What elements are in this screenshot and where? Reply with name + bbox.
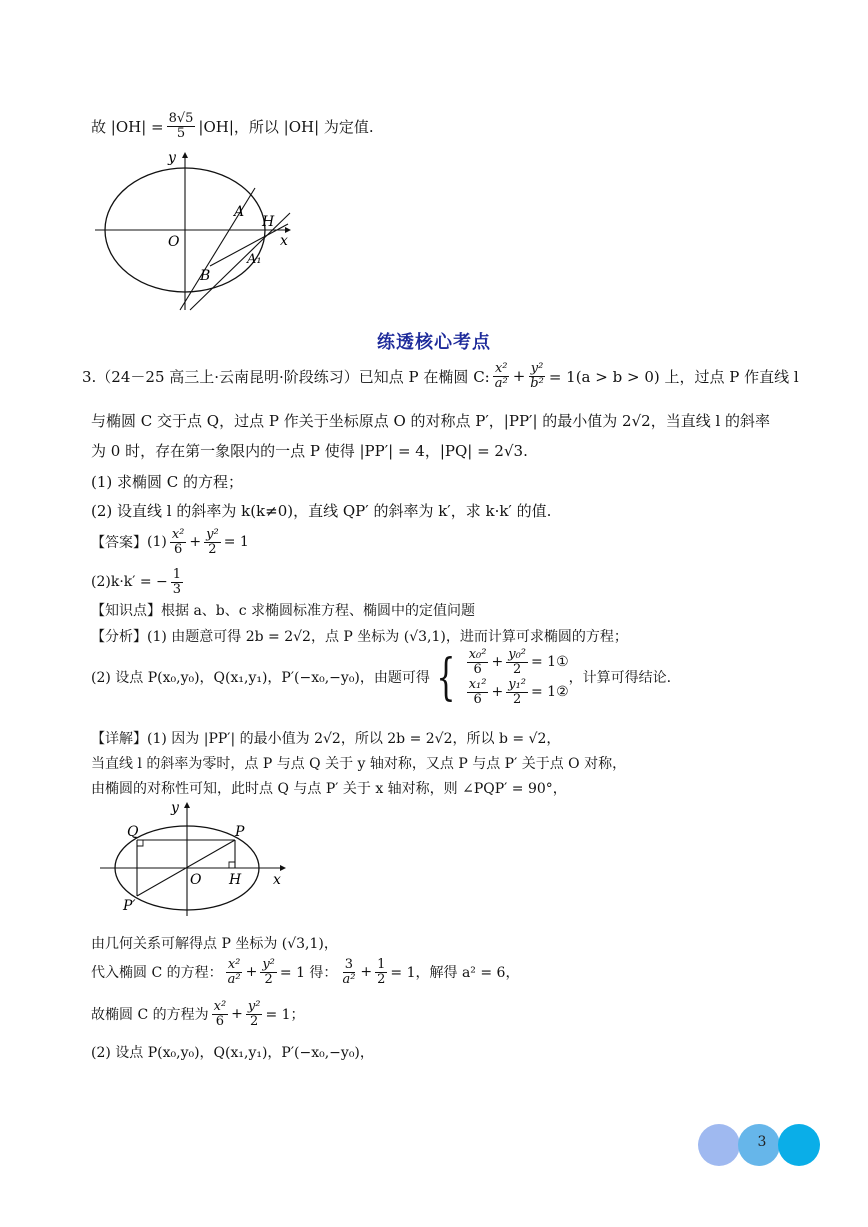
conclusion-line: 故 |OH| = $\frac{8√5}{5}$ |OH|，所以 |OH| 为定值.	[91, 111, 374, 141]
fraction-8sqrt5-over-5: $\frac{8√5}{5}$	[168, 111, 194, 141]
label-y: y	[168, 150, 176, 166]
label-O: O	[168, 234, 180, 250]
analysis-line-1: 【分析】(1) 由题意可得 2b = 2√2，点 P 坐标为 (√3,1)，进而计算可求椭圆的方程；	[91, 629, 628, 645]
label-H: H	[262, 214, 275, 230]
page-number: 3	[757, 1134, 767, 1150]
page-circle-right	[778, 1124, 820, 1166]
right-angle-H	[229, 862, 235, 868]
analysis-line-2: (2) 设点 P(x₀,y₀)，Q(x₁,y₁)，P′(−x₀,−y₀)，由题可得 { $\frac{\text{x₀²}}{6}$ + $\frac{\text{y₀²}}{2}$ = 1① $\frac{\text{x₁²}}{6}$ + $\frac{\text{y₁²}}{2}$ = 1② ，计算可得结论.	[91, 647, 672, 707]
equation-system: $\frac{\text{x₀²}}{6}$ + $\frac{\text{y₀²}}{2}$ = 1① $\frac{\text{x₁²}}{6}$ + $\frac{\text{y₁²}}{2}$ = 1②	[468, 647, 569, 707]
label-A: A	[234, 204, 245, 220]
detail-line-2: 当直线 l 的斜率为零时，点 P 与点 Q 关于 y 轴对称，又点 P 与点 P′ 关于点 O 对称，	[91, 756, 627, 772]
label-y-2: y	[171, 800, 179, 816]
label-Q: Q	[127, 824, 139, 840]
after-line-2: 代入椭圆 C 的方程： $\frac{\text{x²}}{\text{a²}}$ + $\frac{\text{y²}}{2}$ = 1 得： $\frac{3}{\text{a²}}$ + $\frac{1}{2}$ = 1，解得 a² = 6，	[91, 957, 520, 987]
after-line-1: 由几何关系可解得点 P 坐标为 (√3,1)，	[91, 936, 338, 952]
after-line-4: (2) 设点 P(x₀,y₀)，Q(x₁,y₁)，P′(−x₀,−y₀)，	[91, 1045, 374, 1061]
label-x: x	[280, 233, 288, 249]
answer-line-2: (2)k·k′ = − $\frac{1}{3}$	[91, 567, 182, 597]
detail-line-3: 由椭圆的对称性可知，此时点 Q 与点 P′ 关于 x 轴对称，则 ∠PQP′ = 90°，	[91, 781, 567, 797]
knowledge-point: 【知识点】根据 a、b、c 求椭圆标准方程、椭圆中的定值问题	[91, 603, 476, 619]
system-brace: {	[436, 648, 456, 707]
y-axis-arrow	[182, 152, 188, 158]
question-2: (2) 设直线 l 的斜率为 k(k≠0)，直线 QP′ 的斜率为 k′，求 k·k′ 的值.	[91, 502, 552, 520]
line-A1B	[190, 213, 290, 310]
problem-line-1: 3.（24－25 高三上·云南昆明·阶段练习）已知点 P 在椭圆 C: $\frac{\text{x²}}{\text{a²}}$ + $\frac{\text{y²}}{\text{b²}}$ = 1(a > b > 0) 上，过点 P 作直线 l	[82, 361, 799, 391]
label-P: P	[235, 824, 245, 840]
page-circle-left	[698, 1124, 740, 1166]
problem-line-3: 为 0 时，存在第一象限内的一点 P 使得 |PP′| = 4，|PQ| = 2√3.	[91, 442, 528, 460]
right-angle-Q	[137, 840, 143, 846]
detail-line-1: 【详解】(1) 因为 |PP′| 的最小值为 2√2，所以 2b = 2√2，所以 b = √2，	[91, 731, 561, 747]
label-P-prime: P′	[123, 898, 136, 914]
y-axis-arrow-2	[184, 802, 190, 808]
label-A1: A₁	[247, 252, 262, 267]
label-O-2: O	[190, 872, 202, 888]
x-axis-arrow-2	[280, 865, 286, 871]
problem-line-2: 与椭圆 C 交于点 Q，过点 P 作关于坐标原点 O 的对称点 P′，|PP′| 的最小值为 2√2，当直线 l 的斜率	[91, 412, 771, 430]
label-H-2: H	[229, 872, 242, 888]
label-x-2: x	[273, 872, 281, 888]
answer-line-1: 【答案】 (1) $\frac{\text{x²}}{6}$ + $\frac{\text{y²}}{2}$ = 1	[91, 527, 249, 557]
section-title: 练透核心考点	[377, 332, 491, 353]
ellipse-figure-2	[95, 798, 295, 920]
after-line-3: 故椭圆 C 的方程为 $\frac{\text{x²}}{6}$ + $\frac{\text{y²}}{2}$ = 1；	[91, 999, 305, 1029]
ellipse-figure-1	[90, 148, 310, 318]
label-B: B	[200, 268, 211, 284]
question-1: (1) 求椭圆 C 的方程；	[91, 473, 244, 491]
